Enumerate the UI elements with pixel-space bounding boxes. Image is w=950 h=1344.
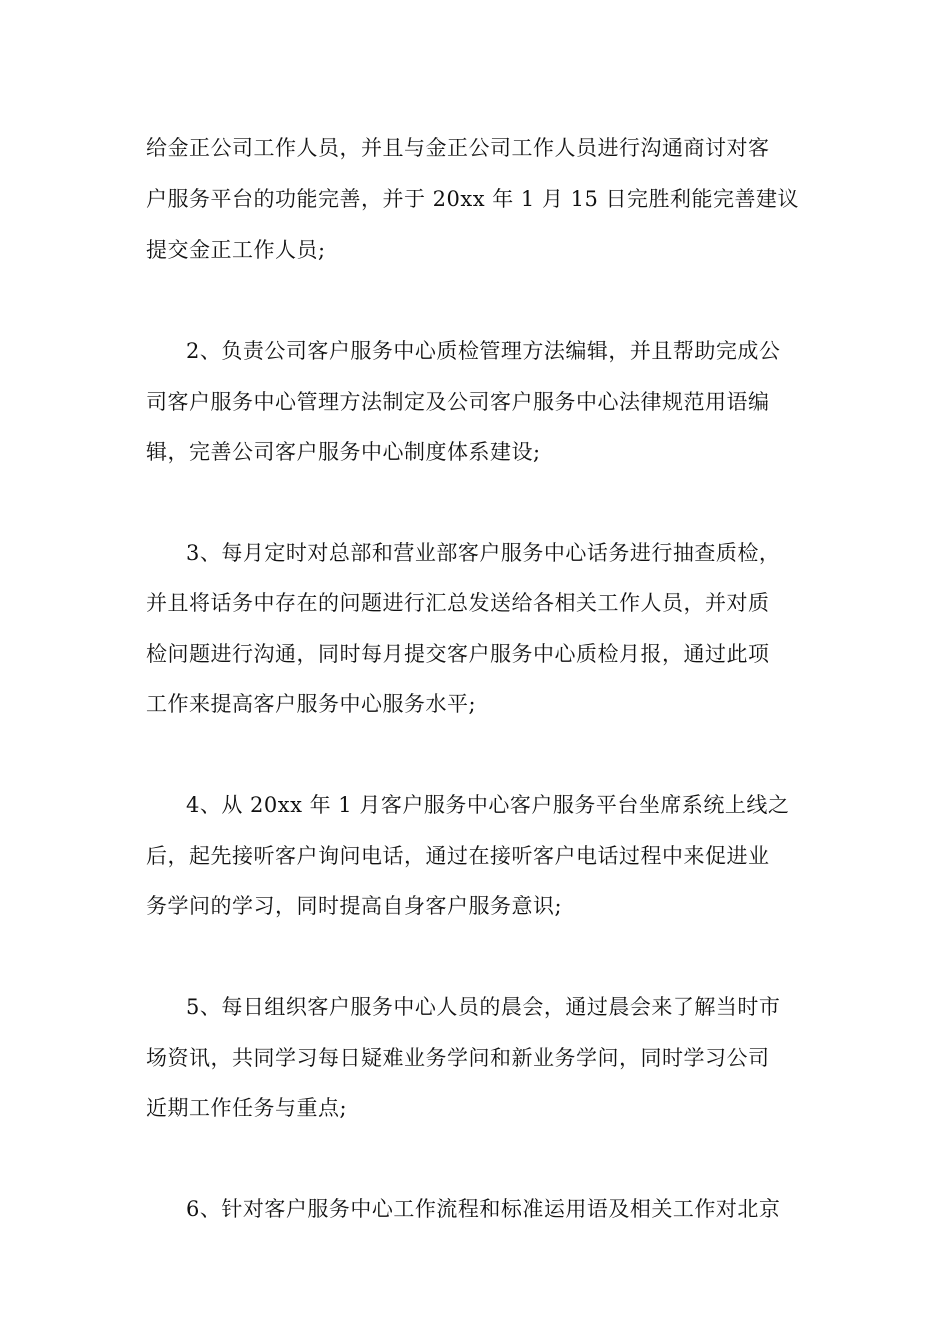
text-line: 提交金正工作人员;	[146, 238, 326, 262]
text-line: 5、每日组织客户服务中心人员的晨会，通过晨会来了解当时市	[186, 995, 781, 1019]
text-line: 辑，完善公司客户服务中心制度体系建设;	[146, 440, 541, 464]
text-line: 务学问的学习，同时提高自身客户服务意识;	[146, 894, 563, 918]
text-line: 并且将话务中存在的问题进行汇总发送给各相关工作人员，并对质	[146, 591, 770, 615]
text-line: 3、每月定时对总部和营业部客户服务中心话务进行抽查质检，	[186, 541, 781, 565]
text-line: 检问题进行沟通，同时每月提交客户服务中心质检月报，通过此项	[146, 642, 770, 666]
text-line: 司客户服务中心管理方法制定及公司客户服务中心法律规范用语编	[146, 390, 770, 414]
text-line: 场资讯，共同学习每日疑难业务学问和新业务学问，同时学习公司	[146, 1046, 770, 1070]
text-line: 后，起先接听客户询问电话，通过在接听客户电话过程中来促进业	[146, 844, 770, 868]
text-line: 4、从 20xx 年 1 月客户服务中心客户服务平台坐席系统上线之	[186, 793, 790, 817]
text-line: 近期工作任务与重点;	[146, 1096, 348, 1120]
text-line: 2、负责公司客户服务中心质检管理方法编辑，并且帮助完成公	[186, 339, 781, 363]
text-line: 6、针对客户服务中心工作流程和标准运用语及相关工作对北京	[186, 1197, 781, 1221]
text-line: 户服务平台的功能完善，并于 20xx 年 1 月 15 日完胜利能完善建议	[146, 187, 800, 211]
text-line: 工作来提高客户服务中心服务水平;	[146, 692, 477, 716]
text-line: 给金正公司工作人员，并且与金正公司工作人员进行沟通商讨对客	[146, 136, 770, 160]
